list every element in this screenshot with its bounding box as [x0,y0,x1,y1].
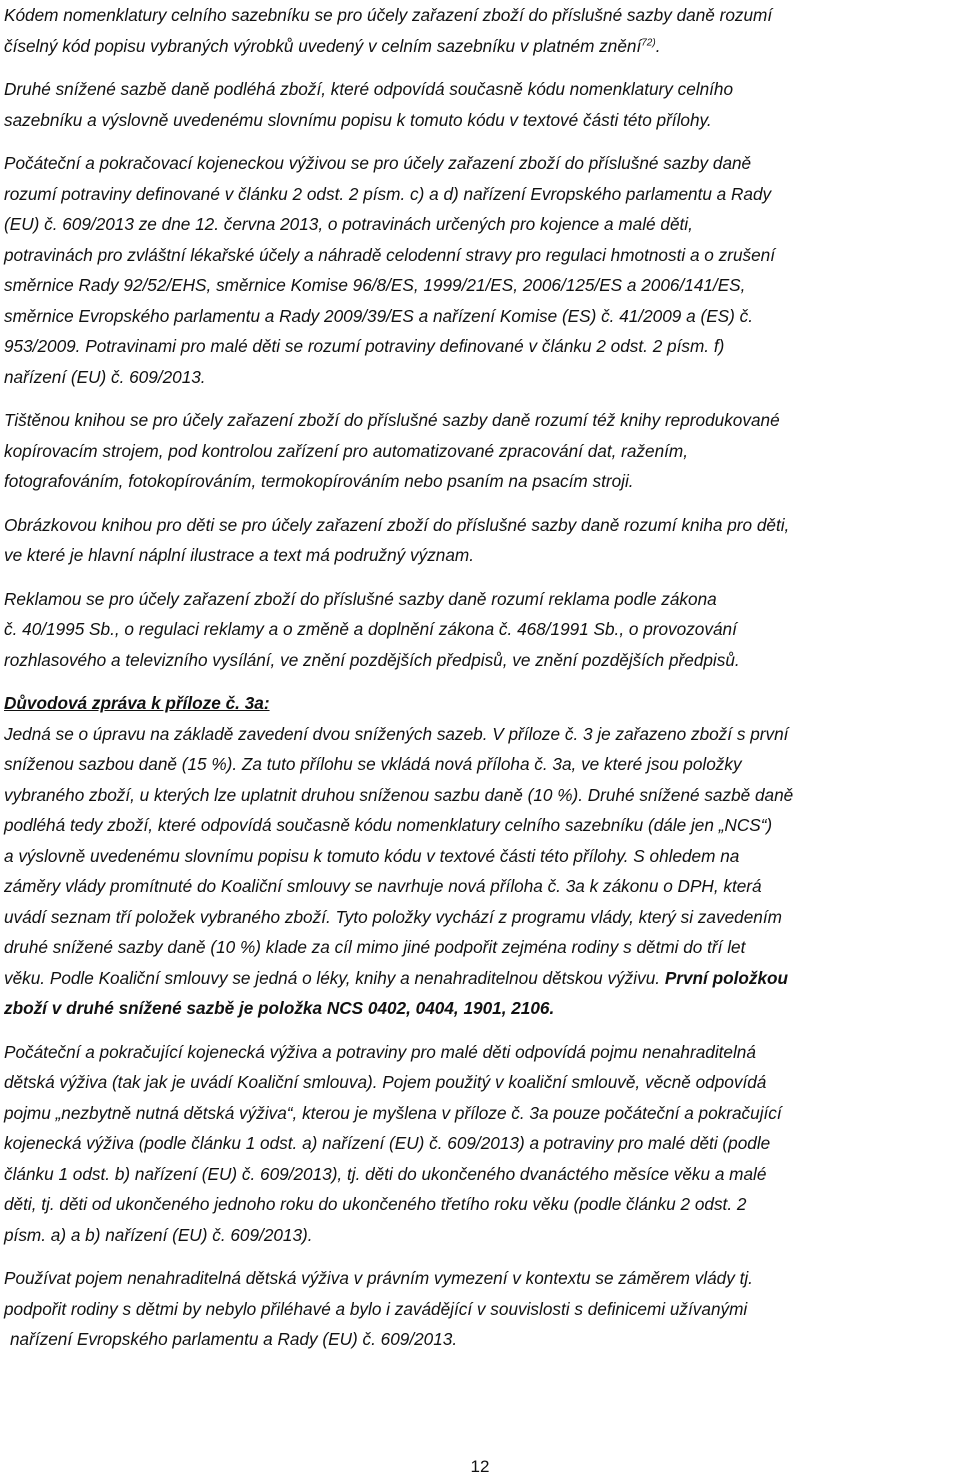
text-line: kopírovacím strojem, pod kontrolou zařízení pro automatizované zpracování dat, ražením, [4,440,689,461]
text-line: uvádí seznam tří položek vybraného zboží. Tyto položky vychází z programu vlády, který si zavedením [4,906,782,927]
bold-text-span: První položkou [664,967,789,988]
text-line: Používat pojem nenahraditelná dětská výživa v právním vymezení v kontextu se záměrem vlády tj. [4,1268,753,1288]
text-span: . [655,35,661,56]
paragraph-picture-book [4,510,956,571]
text-line: rozhlasového a televizního vysílání, ve znění pozdějších předpisů, ve znění pozdějších předpisů. [4,649,740,670]
footnote-ref: 72) [641,36,656,48]
paragraph-advertising [4,584,956,676]
text-line: Jedná se o úpravu na základě zavedení dvou snížených sazeb. V příloze č. 3 je zařazeno zboží s první [4,723,789,744]
text-line: 953/2009. Potravinami pro malé děti se rozumí potraviny definované v článku 2 odst. 2 písm. f) [4,336,725,356]
text-line: záměry vlády promítnuté do Koaliční smlouvy se navrhuje nová příloha č. 3a k zákonu o DPH, která [4,876,762,896]
text-line: Obrázkovou knihou pro děti se pro účely zařazení zboží do příslušné sazby daně rozumí kniha pro děti, [4,514,790,535]
text-line: dětská výživa (tak jak je uvádí Koaliční smlouva). Pojem použitý v koaliční smlouvě, věcně odpovídá [4,1072,767,1092]
text-line: pojmu „nezbytně nutná dětská výživa“, kterou je myšlena v příloze č. 3a pouze počáteční a pokračující [4,1102,782,1123]
text-line: sníženou sazbou daně (15 %). Za tuto přílohu se vkládá nová příloha č. 3a, ve které jsou položky [4,754,742,774]
text-line: Druhé snížené sazbě daně podléhá zboží, které odpovídá současně kódu nomenklatury celního [4,79,734,99]
text-line: směrnice Rady 92/52/EHS, směrnice Komise 96/8/ES, 1999/21/ES, 2006/125/ES a 2006/141/ES, [4,275,746,295]
text-line: vybraného zboží, u kterých lze uplatnit druhou sníženou sazbu daně (10 %). Druhé snížené sazbě daně [4,784,794,805]
text-line: ve které je hlavní náplní ilustrace a text má podružný význam. [4,545,475,565]
text-line: písm. a) a b) nařízení (EU) č. 609/2013). [4,1224,313,1245]
paragraph-infant-nutrition-definition [4,148,956,392]
text-span: číselný kód popisu vybraných výrobků uvedený v celním sazebníku v platném znění [4,35,642,56]
paragraph-second-reduced-rate [4,74,956,135]
text-line: rozumí potraviny definované v článku 2 odst. 2 písm. c) a d) nařízení Evropského parlamentu a Rady [4,183,772,204]
paragraph-infant-formula [4,1037,956,1251]
document-page [4,0,956,1368]
paragraph-nomenclature-code [4,0,956,61]
text-line: podléhá tedy zboží, které odpovídá současně kódu nomenklatury celního sazebníku (dále jen „NCS“) [4,815,773,835]
text-line [4,31,956,62]
text-line: Počáteční a pokračující kojenecká výživa a potraviny pro malé děti odpovídá pojmu nenahraditelná [4,1041,756,1062]
section-heading-container [4,688,956,719]
text-line: a výslovně uvedenému slovnímu popisu k tomuto kódu v textové části této přílohy. S ohledem na [4,845,740,866]
text-line: Tištěnou knihou se pro účely zařazení zboží do příslušné sazby daně rozumí též knihy reprodukované [4,410,780,430]
bold-text-line: zboží v druhé snížené sazbě je položka NCS 0402, 0404, 1901, 2106. [4,998,555,1018]
text-line: nařízení (EU) č. 609/2013. [4,366,206,387]
text-line: Kódem nomenklatury celního sazebníku se pro účely zařazení zboží do příslušné sazby daně rozumí [4,5,773,25]
text-line: směrnice Evropského parlamentu a Rady 2009/39/ES a nařízení Komise (ES) č. 41/2009 a (ES) č. [4,305,753,326]
text-line: Počáteční a pokračovací kojeneckou výživou se pro účely zařazení zboží do příslušné sazby daně [4,153,752,173]
text-line [4,963,956,994]
text-line: podpořit rodiny s dětmi by nebylo přiléhavé a bylo i zavádějící v souvislosti s definicemi užívanými [4,1298,748,1319]
text-line: děti, tj. děti od ukončeného jednoho roku do ukončeného třetího roku věku (podle článku 2 odst. 2 [4,1194,747,1214]
paragraph-term-usage [4,1263,956,1355]
text-line: nařízení Evropského parlamentu a Rady (EU) č. 609/2013. [10,1329,458,1349]
paragraph-printed-book [4,405,956,497]
text-line: (EU) č. 609/2013 ze dne 12. června 2013, o potravinách určených pro kojence a malé děti, [4,214,693,234]
section-heading: Důvodová zpráva k příloze č. 3a: [4,693,270,713]
text-line: potravinách pro zvláštní lékařské účely a náhradě celodenní stravy pro regulaci hmotnosti a o zrušení [4,244,775,265]
paragraph-explanatory-report [4,719,956,1024]
text-line: kojenecká výživa (podle článku 1 odst. a) nařízení (EU) č. 609/2013) a potraviny pro malé děti (podle [4,1133,771,1153]
text-line: druhé snížené sazby daně (10 %) klade za cíl mimo jiné podpořit zejména rodiny s dětmi do tří let [4,937,746,957]
page-number: 12 [470,1457,490,1476]
text-line: č. 40/1995 Sb., o regulaci reklamy a o změně a doplnění zákona č. 468/1991 Sb., o provozování [4,619,737,639]
text-line: Reklamou se pro účely zařazení zboží do příslušné sazby daně rozumí reklama podle zákona [4,588,717,609]
text-line: fotografováním, fotokopírováním, termokopírováním nebo psaním na psacím stroji. [4,471,634,491]
text-line: sazebníku a výslovně uvedenému slovnímu popisu k tomuto kódu v textové části této přílohy. [4,109,712,130]
text-line: článku 1 odst. b) nařízení (EU) č. 609/2013), tj. děti do ukončeného dvanáctého měsíce věku a malé [4,1163,767,1184]
text-span: věku. Podle Koaliční smlouvy se jedná o léky, knihy a nenahraditelnou dětskou výživu. [4,967,665,988]
